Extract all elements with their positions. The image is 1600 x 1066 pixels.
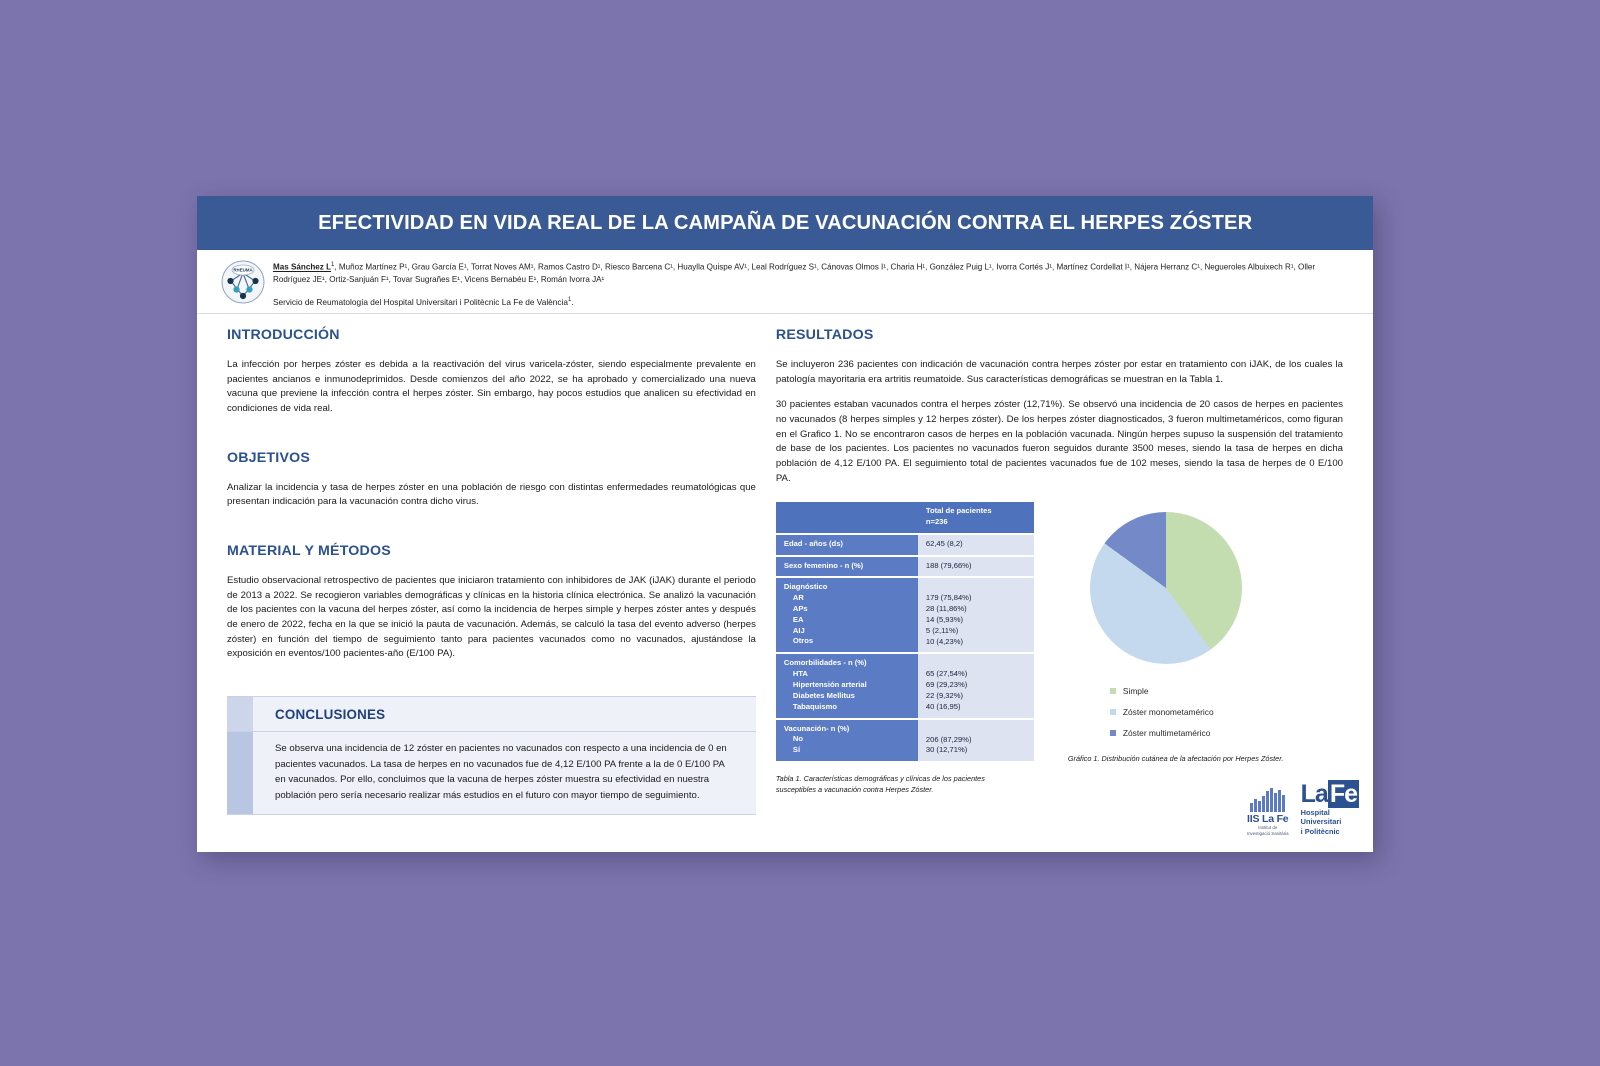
poster-body	[197, 314, 1373, 815]
row-key-comorbilidades-tabaquismo: Tabaquismo	[792, 701, 838, 711]
pie-chart	[1090, 512, 1242, 664]
legend-swatch-monometamerico	[1110, 709, 1116, 715]
row-value-vacunacion	[918, 720, 1034, 762]
pie-chart-wrap	[1034, 500, 1343, 795]
row-key-diagnostico-aps: APs	[792, 604, 808, 614]
row-value-diagnostico-otros: 10 (4,23%)	[925, 636, 964, 646]
demographics-table	[776, 500, 1034, 763]
demographics-table-body	[776, 502, 1034, 761]
row-value-comorbilidades-diabetes: 22 (9,32%)	[925, 690, 964, 700]
table-row	[776, 720, 1034, 762]
row-key-diagnostico-aij: AIJ	[792, 625, 805, 635]
row-key-comorbilidades-diabetes: Diabetes Mellitus	[792, 690, 855, 700]
conclusiones-header-accent-bar	[227, 697, 253, 731]
row-key-diagnostico	[776, 578, 918, 652]
text-introduccion: La infección por herpes zóster es debida a la reactivación del virus varicela-zóster, siendo especialmente prevalente en pacientes ancianos e inmunodeprimidos. Desde comienzos del año 2022, se ha aprobado y comercializado una nueva vacuna que previene la infección contra el herpes zóster. Sin embargo, hay pocos estudios que analicen su efectividad en condiciones de vida real.	[227, 358, 756, 414]
row-value-comorbilidades	[918, 654, 1034, 717]
row-value-comorbilidades-hipertension: 69 (29,23%)	[925, 680, 968, 690]
table-header-value-line1: Total de pacientes	[925, 506, 992, 516]
table-row	[776, 578, 1034, 652]
row-key-comorbilidades-hipertension: Hipertensión arterial	[792, 679, 867, 689]
text-material-y-metodos: Estudio observacional retrospectivo de pacientes que iniciaron tratamiento con inhibidores de JAK (iJAK) durante el periodo de 2013 a 2022. Se recogieron variables demográficas y clínicas en la historia clínica electrónica. Se analizó la vacunación de los pacientes con la vacuna del herpes zóster, así como la incidencia de herpes simple y herpes zóster antes y después de enero de 2022, fecha en la que se inició la pauta de vacunación. Además, se calculó la tasa del evento adverso (herpes zóster) en función del tiempo de seguimiento tanto para pacientes vacunados como no vacunados, ajustándose la exposición en eventos/100 pacientes-año (E/100 PA).	[227, 575, 756, 660]
row-key-diagnostico-ea: EA	[792, 614, 804, 624]
row-key-edad: Edad - años (ds)	[776, 535, 918, 555]
footer-logos	[1246, 779, 1359, 836]
text-objetivos: Analizar la incidencia y tasa de herpes zóster en una población de riesgo con distintas enfermedades reumatológicas que presentan indicación para la vacunación contra dicho virus.	[227, 481, 756, 508]
lafe-sub-line3: i Politècnic	[1300, 826, 1340, 836]
table-header-key	[776, 502, 918, 533]
heading-resultados: RESULTADOS	[775, 326, 874, 343]
results-figures	[776, 500, 1343, 795]
conclusiones-box	[227, 696, 756, 815]
pie-chart-legend	[1110, 686, 1343, 738]
legend-item-monometamerico	[1110, 707, 1343, 717]
authors-list	[273, 261, 1337, 286]
iis-building-icon	[1250, 788, 1285, 812]
iis-sub-line1: Institut de	[1258, 825, 1278, 830]
author-text-block	[273, 258, 1337, 307]
table-row	[776, 557, 1034, 577]
la-fe-fe: Fe	[1329, 779, 1357, 808]
heading-objetivos: OBJETIVOS	[227, 449, 311, 466]
poster-title: EFECTIVIDAD EN VIDA REAL DE LA CAMPAÑA DE VACUNACIÓN CONTRA EL HERPES ZÓSTER	[317, 211, 1253, 234]
first-author: Mas Sánchez L	[273, 262, 332, 272]
text-resultados-2: 30 pacientes estaban vacunados contra el herpes zóster (12,71%). Se observó una incidencia de 20 casos de herpes en pacientes no vacunados (8 herpes simples y 12 herpes zóster). De los herpes zóster diagnosticados, 3 fueron multimetaméricos, como figuran en el Grafico 1. No se encontraron casos de herpes en la población vacunada. Ningún herpes supuso la suspensión del tratamiento de base de los pacientes. Los pacientes no vacunados fueron seguidos durante 3500 meses, siendo la tasa de herpes en dicha población de 4,12 E/100 PA. El seguimiento total de pacientes vacunados fue de 102 meses, siendo la tasa de herpes de 0 E/100 PA.	[775, 399, 1343, 484]
legend-label-monometamerico: Zóster monometamérico	[1122, 707, 1214, 718]
row-value-diagnostico-aij: 5 (2,11%)	[925, 625, 959, 635]
affiliation-marker: 1	[568, 297, 572, 304]
row-key-vacunacion	[776, 720, 918, 762]
row-key-vacunacion-no: No	[792, 734, 803, 744]
row-key-diagnostico-otros: Otros	[792, 636, 814, 646]
la-fe-hospital-logo	[1300, 779, 1359, 836]
right-column	[766, 327, 1343, 815]
authors-remaining: , Muñoz Martínez P¹, Grau García E¹, Torrat Noves AM¹, Ramos Castro D¹, Riesco Barcena C¹, Huaylla Quispe AV¹, Leal Rodríguez S¹, Cánovas Olmos I¹, Charia H¹, González Puig L¹, Ivorra Cortés J¹, Martínez Cordellat I¹, Nájera Herranz C¹, Negueroles Albuixech R¹, Oller Rodríguez JE¹, Ortiz-Sanjuán F¹, Tovar Sugrañes E¹, Vicens Bernabéu E¹, Román Ivorra JA¹	[273, 262, 1316, 284]
heading-introduccion: INTRODUCCIÓN	[227, 326, 340, 343]
row-key-diagnostico-ar: AR	[792, 593, 804, 603]
heading-material-y-metodos: MATERIAL Y MÉTODOS	[227, 543, 391, 559]
legend-swatch-simple	[1110, 688, 1116, 694]
row-value-vacunacion-si: 30 (12,71%)	[925, 745, 968, 755]
svg-text:RHEUMA: RHEUMA	[233, 267, 253, 273]
poster-title-band	[197, 196, 1373, 250]
row-key-sexo-femenino: Sexo femenino - n (%)	[776, 557, 918, 577]
row-value-diagnostico	[918, 578, 1034, 652]
text-conclusiones: Se observa una incidencia de 12 zóster en pacientes no vacunados con respecto a una incidencia de 0 en pacientes vacunados. La tasa de herpes en no vacunados fue de 4,12 E/100 PA frente a la de 0 E/100 PA en vacunados. Por ello, concluimos que la vacuna de herpes zóster muestra su efectividad en nuestra población pero sería necesario realizar más estudios en el futuro con mayor tiempo de seguimiento.	[275, 743, 727, 801]
affiliation-text: Servicio de Reumatología del Hospital Universitari i Politècnic La Fe de València	[273, 296, 568, 307]
vacunacion-value-spacer	[926, 724, 1028, 735]
row-key-diagnostico-main: Diagnóstico	[783, 582, 828, 592]
legend-label-simple: Simple	[1122, 686, 1149, 697]
lafe-sub-line2: Universitari	[1300, 817, 1342, 827]
row-key-vacunacion-main: Vacunación- n (%)	[783, 723, 850, 733]
scientific-poster	[197, 196, 1373, 852]
row-value-sexo-femenino: 188 (79,66%)	[918, 557, 1034, 577]
table-row	[776, 654, 1034, 717]
comorbilidades-value-spacer	[926, 658, 1028, 669]
demographics-table-wrap	[776, 500, 1034, 795]
text-resultados-1: Se incluyeron 236 pacientes con indicación de vacunación contra herpes zóster por estar en tratamiento con iJAK, de los cuales la patología mayoritaria era artritis reumatoide. Sus características demográficas se muestran en la Tabla 1.	[775, 358, 1343, 385]
affiliation: Servicio de Reumatología del Hospital Universitari i Politècnic La Fe de València$^1$.	[273, 296, 574, 307]
lafe-sub-line1: Hospital	[1300, 807, 1330, 817]
la-fe-wordmark	[1300, 779, 1359, 808]
table-row	[776, 535, 1034, 555]
conclusiones-body-accent-bar	[227, 732, 253, 814]
row-value-diagnostico-ar: 179 (75,84%)	[925, 593, 972, 603]
row-value-comorbilidades-tabaquismo: 40 (16,95)	[925, 701, 961, 711]
heading-conclusiones: CONCLUSIONES	[275, 706, 386, 722]
la-fe-la: La	[1300, 779, 1328, 808]
chart-caption: Gráfico 1. Distribución cutánea de la afectación por Herpes Zóster.	[1067, 754, 1284, 764]
legend-swatch-multimetamerico	[1110, 730, 1116, 736]
table-header-value	[918, 502, 1034, 533]
la-fe-subtitle	[1301, 808, 1359, 836]
row-key-vacunacion-si: Sí	[792, 745, 801, 755]
iis-la-fe-name: IIS La Fe	[1247, 813, 1289, 825]
legend-item-simple	[1110, 686, 1343, 696]
row-value-diagnostico-aps: 28 (11,86%)	[925, 604, 967, 614]
legend-item-multimetamerico	[1110, 728, 1343, 738]
row-key-comorbilidades	[776, 654, 918, 717]
row-value-vacunacion-no: 206 (87,29%)	[925, 734, 972, 744]
row-value-edad: 62,45 (8,2)	[918, 535, 1034, 555]
table-header-value-line2: n=236	[925, 517, 948, 527]
table-header-row	[776, 502, 1034, 533]
conclusiones-header	[227, 696, 756, 732]
iis-la-fe-logo	[1247, 788, 1289, 836]
table-caption: Tabla 1. Características demográficas y clínicas de los pacientes susceptibles a vacunación contra Herpes Zóster.	[775, 774, 985, 794]
iis-la-fe-subtitle	[1247, 825, 1289, 836]
row-value-diagnostico-ea: 14 (5,93%)	[925, 615, 964, 625]
iis-sub-line2: Investigació Sanitària	[1246, 830, 1289, 836]
conclusiones-body	[227, 732, 756, 815]
row-key-comorbilidades-main: Comorbilidades - n (%)	[783, 658, 867, 668]
left-column	[227, 327, 766, 815]
author-band	[197, 250, 1373, 314]
first-author-affil-marker: 1	[331, 262, 335, 268]
row-key-comorbilidades-hta: HTA	[792, 669, 808, 679]
diagnostico-value-spacer	[926, 582, 1028, 593]
rheuma-group-logo-icon	[221, 259, 265, 305]
legend-label-multimetamerico: Zóster multimetamérico	[1122, 728, 1211, 739]
row-value-comorbilidades-hta: 65 (27,54%)	[925, 669, 968, 679]
